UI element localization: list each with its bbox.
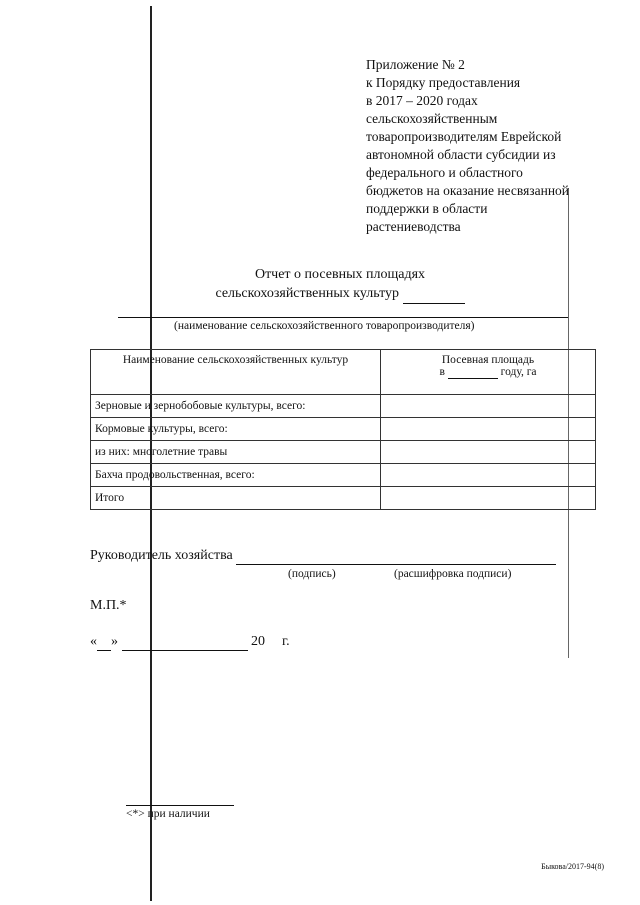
- report-title-line2: сельскохозяйственных культур: [215, 286, 400, 301]
- table-row: [91, 464, 596, 487]
- header-sown-area-line1: Посевная площадь: [441, 354, 535, 366]
- table-row: [91, 395, 596, 418]
- appendix-line: сельскохозяйственным: [366, 111, 498, 126]
- producer-name-line[interactable]: [118, 317, 568, 318]
- document-stamp: Быкова/2017-94(8): [541, 862, 604, 871]
- date-quote-open: «: [90, 634, 97, 649]
- area-cell[interactable]: [381, 395, 596, 418]
- crop-area-table: [90, 349, 596, 510]
- year-blank[interactable]: [403, 284, 465, 304]
- decode-caption: (расшифровка подписи): [394, 568, 512, 580]
- sign-caption: (подпись): [288, 568, 336, 580]
- appendix-line: автономной области субсидии из: [366, 147, 556, 162]
- crop-name-cell: Бахча продовольственная, всего:: [91, 464, 381, 487]
- header-year-prefix: в: [439, 366, 445, 378]
- appendix-line: растениеводства: [366, 219, 461, 234]
- appendix-line: бюджетов на оказание несвязанной: [366, 183, 570, 198]
- year-prefix: 20: [251, 634, 265, 649]
- header-year-blank[interactable]: [448, 366, 498, 379]
- month-blank[interactable]: [122, 634, 248, 651]
- area-cell[interactable]: [381, 487, 596, 510]
- appendix-line: федерального и областного: [366, 165, 523, 180]
- producer-caption: (наименование сельскохозяйственного товаропроизводителя): [174, 320, 475, 332]
- signature-blank[interactable]: [236, 548, 556, 565]
- header-crop-name: Наименование сельскохозяйственных культур: [91, 350, 381, 395]
- crop-name-cell: Кормовые культуры, всего:: [91, 418, 381, 441]
- table-row: [91, 418, 596, 441]
- date-line: [90, 634, 290, 651]
- crop-name-cell: из них: многолетние травы: [91, 441, 381, 464]
- date-quote-close: »: [111, 634, 118, 649]
- appendix-line: поддержки в области: [366, 201, 488, 216]
- footnote-mark: <*>: [126, 808, 145, 820]
- seal-mark: М.П.*: [90, 598, 127, 613]
- signature-label: Руководитель хозяйства: [90, 548, 233, 563]
- signature-line: [90, 548, 556, 565]
- table-header-row: [91, 350, 596, 395]
- appendix-block: [366, 56, 606, 236]
- area-cell[interactable]: [381, 441, 596, 464]
- crop-name-cell: Зерновые и зернобобовые культуры, всего:: [91, 395, 381, 418]
- report-title: [160, 265, 520, 304]
- footnote: [126, 808, 210, 820]
- area-cell[interactable]: [381, 418, 596, 441]
- footnote-text: при наличии: [147, 808, 210, 820]
- year-suffix: г.: [282, 634, 290, 649]
- appendix-line: товаропроизводителям Еврейской: [366, 129, 562, 144]
- header-year-suffix: году, га: [500, 366, 537, 378]
- day-blank[interactable]: [97, 634, 111, 651]
- appendix-line: Приложение № 2: [366, 57, 465, 72]
- appendix-line: в 2017 – 2020 годах: [366, 93, 478, 108]
- footnote-divider: [126, 805, 234, 806]
- table-row: [91, 487, 596, 510]
- appendix-line: к Порядку предоставления: [366, 75, 521, 90]
- crop-name-cell: Итого: [91, 487, 381, 510]
- table-row: [91, 441, 596, 464]
- area-cell[interactable]: [381, 464, 596, 487]
- header-sown-area: [381, 350, 596, 395]
- report-title-line1: Отчет о посевных площадях: [254, 267, 426, 282]
